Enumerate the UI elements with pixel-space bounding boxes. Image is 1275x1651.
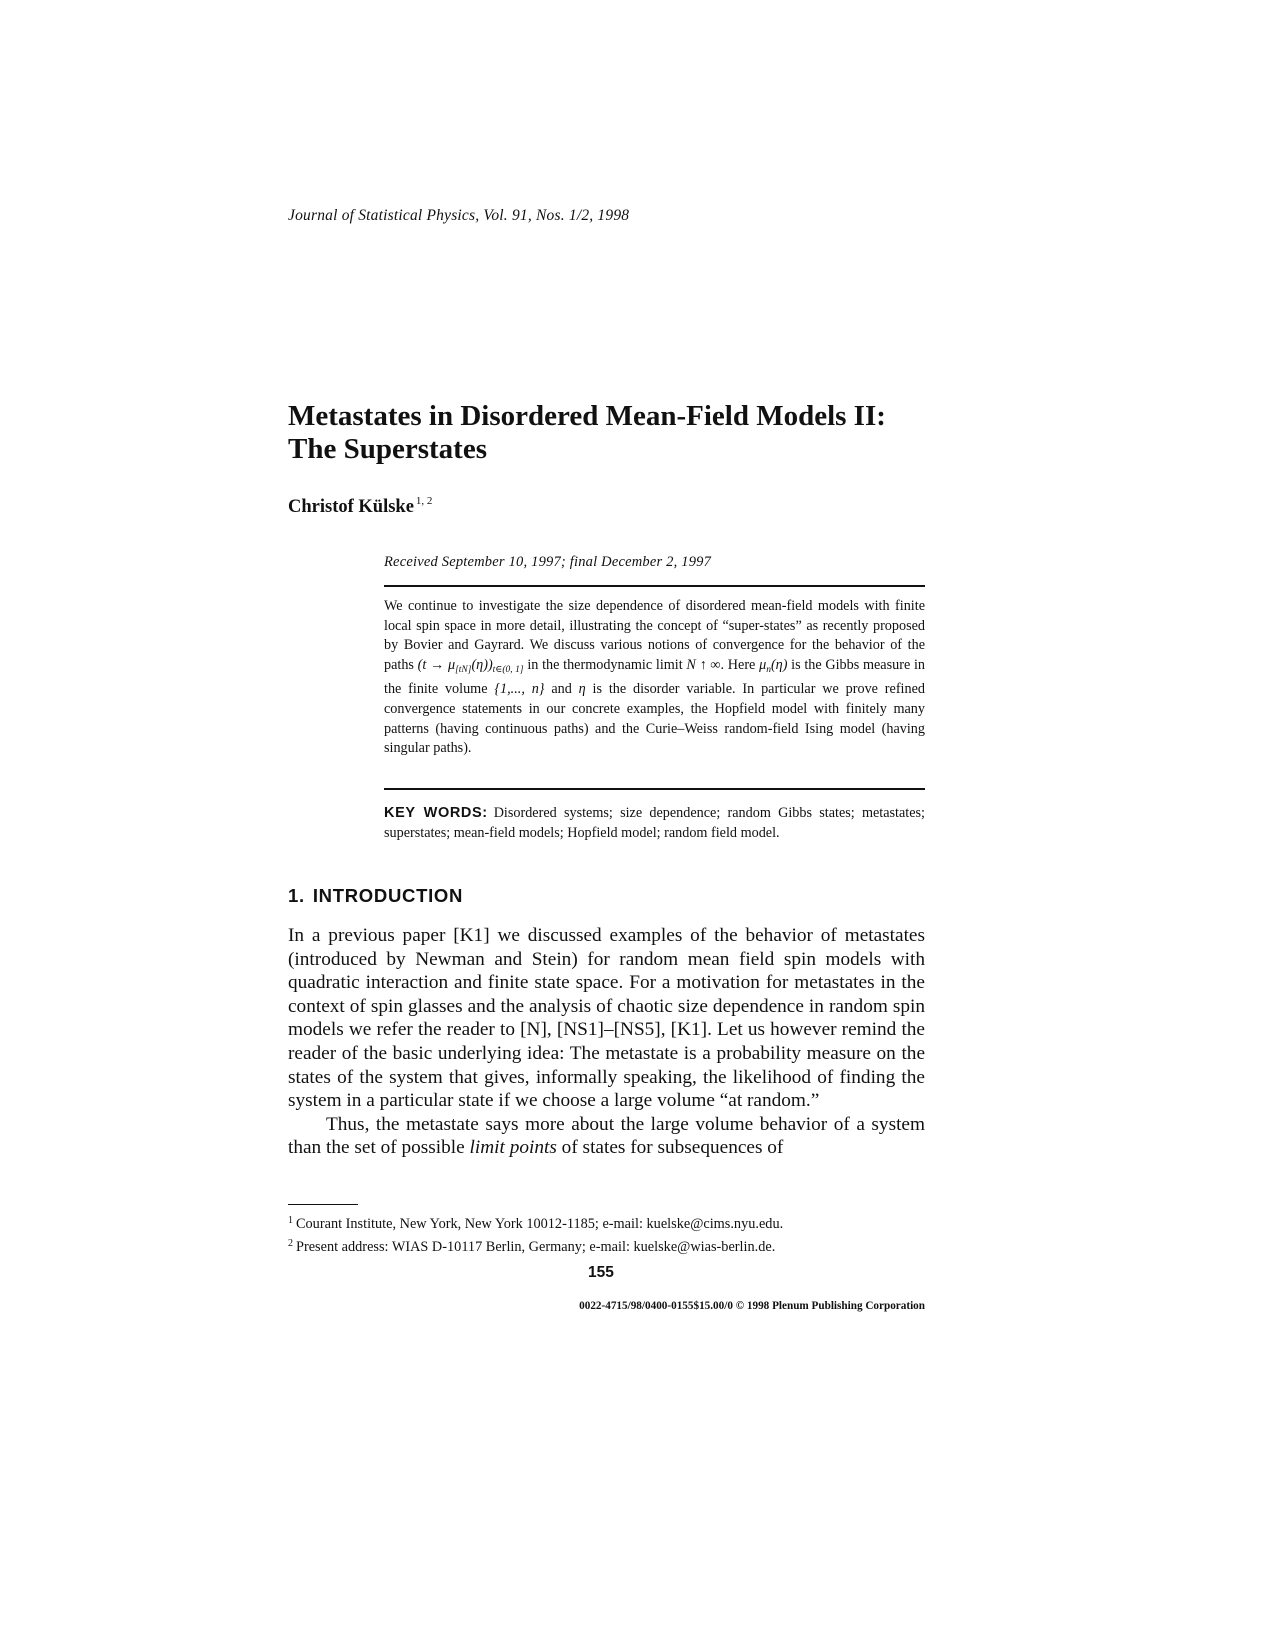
section-number: 1. (288, 885, 305, 906)
paper-title (288, 400, 948, 466)
key-words (384, 803, 925, 843)
page-number: 155 (588, 1264, 614, 1281)
key-words-label: KEY WORDS: (384, 805, 488, 821)
math-limit: N ↑ ∞ (686, 656, 721, 673)
introduction-body (288, 924, 925, 1160)
paragraph: Thus, the metastate says more about the large volume behavior of a system than the set of possible limit points of states for subsequences of (288, 1113, 925, 1159)
section-heading (288, 885, 463, 907)
footnotes (288, 1211, 925, 1257)
math-eta: η (578, 681, 586, 698)
author-name: Christof Külske (288, 497, 414, 517)
title-line-2: The Superstates (288, 433, 487, 465)
math-paths: $(t \to \mu_{[tN]}(\eta))_{t\in(0, 1]}$ (417, 656, 524, 675)
footnote-rule (288, 1204, 358, 1205)
section-title: INTRODUCTION (312, 885, 464, 906)
received-dates: Received September 10, 1997; final December 2, 1997 (384, 554, 712, 570)
paragraph: In a previous paper [K1] we discussed examples of the behavior of metastates (introduced by Newman and Stein) for random mean field spin models with quadratic interaction and finite state space. For a motivation for metastates in the context of spin glasses and the analysis of chaotic size dependence in random spin models we refer the reader to [N], [NS1]–[NS5], [K1]. Let us however remind the reader of the basic underlying idea: The metastate is a probability measure on the states of the system that gives, informally speaking, the likelihood of finding the system in a particular state if we choose a large volume “at random.” (288, 925, 925, 1112)
author-affiliation-marks: 1, 2 (415, 495, 433, 507)
math-volume: {1,..., n} (494, 681, 545, 698)
title-line-1: Metastates in Disordered Mean-Field Models II: (288, 400, 886, 432)
emphasis: limit points (469, 1137, 557, 1159)
copyright-line: 0022-4715/98/0400-0155$15.00/0 © 1998 Plenum Publishing Corporation (579, 1300, 925, 1312)
key-words-text: Disordered systems; size dependence; random Gibbs states; metastates; superstates; mean-field models; Hopfield model; random field model. (384, 805, 925, 841)
abstract-top-rule (384, 585, 925, 587)
journal-citation: Journal of Statistical Physics, Vol. 91, Nos. 1/2, 1998 (288, 207, 630, 224)
footnote: $^1$ Courant Institute, New York, New York 10012-1185; e-mail: kuelske@cims.nyu.edu. (288, 1215, 784, 1232)
abstract-bottom-rule (384, 788, 925, 790)
footnote: $^2$ Present address: WIAS D-10117 Berlin, Germany; e-mail: kuelske@wias-berlin.de. (288, 1238, 776, 1255)
author (288, 495, 432, 518)
abstract: We continue to investigate the size dependence of disordered mean-field models with finite local spin space in more detail, illustrating the concept of “super-states” as recently proposed by Bovier and Gayrard. We discuss various notions of convergence for the behavior of the paths $(t \to \mu_{[tN]}(\eta))_{t\in(0, 1]}$ in the thermodynamic limit N ↑ ∞. Here $\mu_n(\eta)$ is the Gibbs measure in the finite volume {1,..., n} and η is the disorder variable. In particular we prove refined convergence statements in our concrete examples, the Hopfield model with finitely many patterns (having continuous paths) and the Curie–Weiss random-field Ising model (having singular paths). (384, 598, 925, 757)
math-gibbs: $\mu_n(\eta)$ (759, 656, 788, 675)
